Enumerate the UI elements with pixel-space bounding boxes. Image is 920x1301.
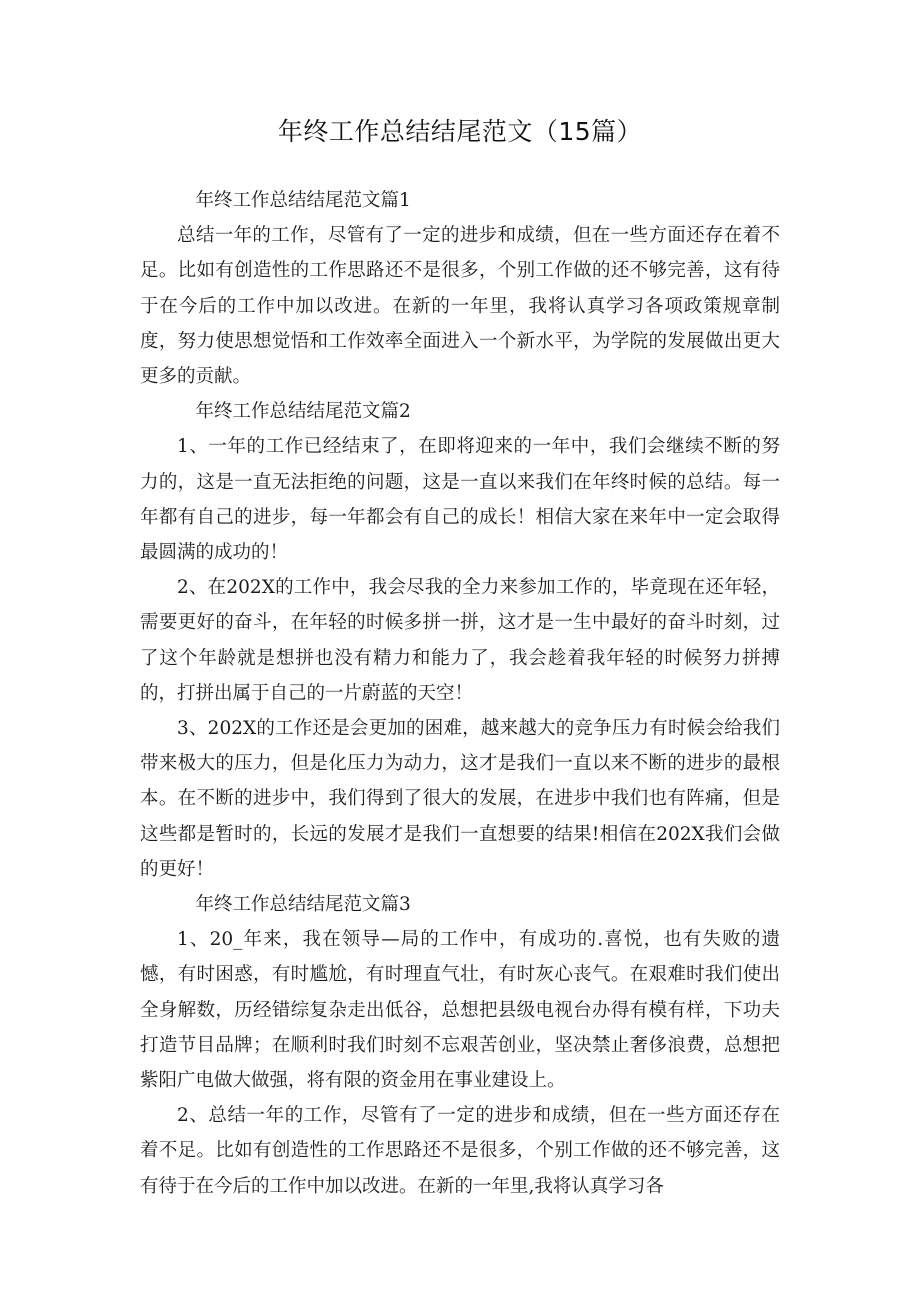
document-body [140,183,780,1204]
section-heading: 年终工作总结结尾范文篇1 [195,190,411,211]
section-heading: 年终工作总结结尾范文篇3 [195,894,411,916]
section-heading: 年终工作总结结尾范文篇2 [195,401,411,423]
document-title: 年终工作总结结尾范文（15篇） [277,117,643,146]
body-paragraph: 1、一年的工作已经结束了，在即将迎来的一年中，我们会继续不断的努力的，这是一直无法拒绝的问题，这是一直以来我们在年终时候的总结。每一年都有自己的进步，每一年都会有自己的成长！相信大家在来年中一定会取得最圆满的成功的！ [140,436,780,564]
body-paragraph: 1、20_年来，我在领导—局的工作中，有成功的.喜悦，也有失败的遗憾，有时困惑，有时尴尬，有时理直气壮，有时灰心丧气。在艰难时我们使出全身解数，历经错综复杂走出低谷，总想把县级电视台办得有模有样，下功夫打造节目品牌；在顺利时我们时刻不忘艰苦创业，坚决禁止奢侈浪费，总想把紫阳广电做大做强，将有限的资金用在事业建设上。 [140,929,780,1092]
body-paragraph: 2、在202X的工作中，我会尽我的全力来参加工作的，毕竟现在还年轻，需要更好的奋斗，在年轻的时候多拼一拼，这才是一生中最好的奋斗时刻，过了这个年龄就是想拼也没有精力和能力了，我会趁着我年轻的时候努力拼搏的，打拼出属于自己的一片蔚蓝的天空！ [140,577,780,704]
body-paragraph: 2、总结一年的工作，尽管有了一定的进步和成绩，但在一些方面还存在着不足。比如有创造性的工作思路还不是很多，个别工作做的还不够完善，这有待于在今后的工作中加以改进。在新的一年里,我将认真学习各 [140,1105,780,1197]
body-paragraph: 总结一年的工作，尽管有了一定的进步和成绩，但在一些方面还存在着不足。比如有创造性的工作思路还不是很多，个别工作做的还不够完善，这有待于在今后的工作中加以改进。在新的一年里，我将认真学习各项政策规章制度，努力使思想觉悟和工作效率全面进入一个新水平，为学院的发展做出更大更多的贡献。 [140,225,780,388]
body-paragraph: 3、202X的工作还是会更加的困难，越来越大的竞争压力有时候会给我们带来极大的压力，但是化压力为动力，这才是我们一直以来不断的进步的最根本。在不断的进步中，我们得到了很大的发展，在进步中我们也有阵痛，但是这些都是暂时的，长远的发展才是我们一直想要的结果!相信在202X我们会做的更好！ [140,718,780,880]
